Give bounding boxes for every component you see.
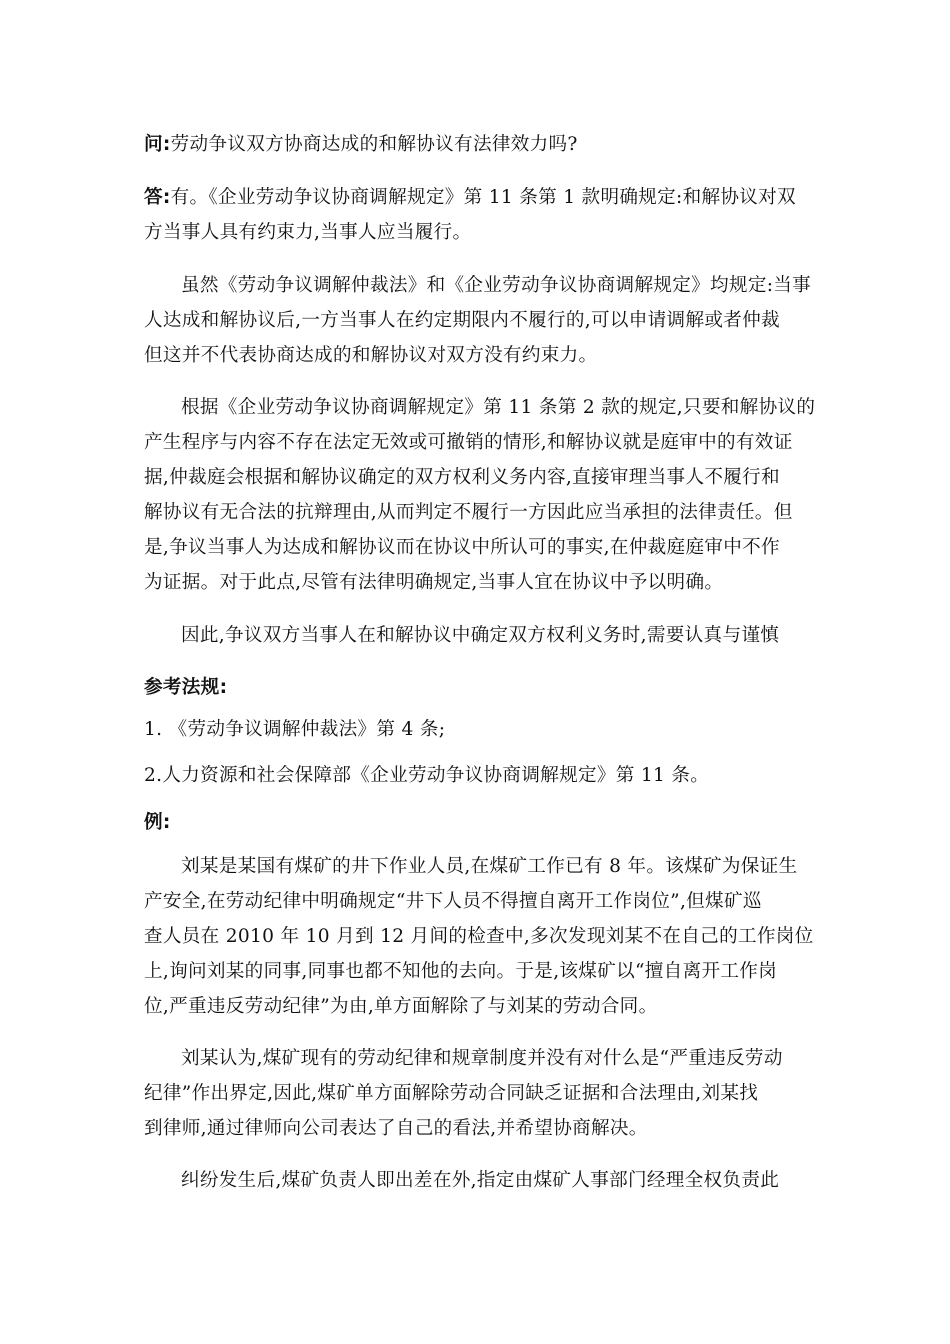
example-para3-line: 纠纷发生后,煤矿负责人即出差在外,指定由煤矿人事部门经理全权负责此 [181,1170,780,1191]
answer-line-2: 方当事人具有约束力,当事人应当履行。 [144,222,472,243]
example-para2-line: 纪律”作出界定,因此,煤矿单方面解除劳动合同缺乏证据和合法理由,刘某找 [144,1083,759,1104]
answer-line-1 [144,185,796,211]
example-para1-line: 位,严重违反劳动纪律”为由,单方面解除了与刘某的劳动合同。 [144,996,658,1017]
para2-line: 解协议有无合法的抗辩理由,从而判定不履行一方因此应当承担的法律责任。但 [144,502,793,523]
answer-text-1: 有。《企业劳动争议协商调解规定》第 11 条第 1 款明确规定:和解协议对双 [170,187,796,208]
question-line [144,132,578,158]
example-para1-line: 上,询问刘某的同事,同事也都不知他的去向。于是,该煤矿以“擅自离开工作岗 [144,961,778,982]
example-heading: 例: [144,812,171,833]
para1-line: 虽然《劳动争议调解仲裁法》和《企业劳动争议协商调解规定》均规定:当事 [181,275,812,296]
example-para2-line: 到律师,通过律师向公司表达了自己的看法,并希望协商解决。 [144,1118,648,1139]
para2-line: 产生程序与内容不存在法定无效或可撤销的情形,和解协议就是庭审中的有效证 [144,432,793,453]
example-para1-line: 刘某是某国有煤矿的井下作业人员,在煤矿工作已有 8 年。该煤矿为保证生 [181,856,798,877]
example-para1-line: 查人员在 2010 年 10 月到 12 月间的检查中,多次发现刘某不在自己的工作岗位 [144,926,814,947]
answer-label: 答: [144,187,171,208]
example-para1-line: 产安全,在劳动纪律中明确规定“井下人员不得擅自离开工作岗位”,但煤矿巡 [144,891,762,912]
reference-item: 2.人力资源和社会保障部《企业劳动争议协商调解规定》第 11 条。 [144,765,710,786]
para2-line: 据,仲裁庭会根据和解协议确定的双方权利义务内容,直接审理当事人不履行和 [144,467,780,488]
para3-line: 因此,争议双方当事人在和解协议中确定双方权利义务时,需要认真与谨慎 [181,625,780,646]
question-text: 劳动争议双方协商达成的和解协议有法律效力吗? [170,134,578,155]
reference-item: 1. 《劳动争议调解仲裁法》第 4 条; [144,719,446,740]
para1-line: 人达成和解协议后,一方当事人在约定期限内不履行的,可以申请调解或者仲裁 [144,310,780,331]
question-label: 问: [144,134,171,155]
para2-line: 根据《企业劳动争议协商调解规定》第 11 条第 2 款的规定,只要和解协议的 [181,397,816,418]
para2-line: 为证据。对于此点,尽管有法律明确规定,当事人宜在协议中予以明确。 [144,572,724,593]
para1-line: 但这并不代表协商达成的和解协议对双方没有约束力。 [144,345,598,366]
example-para2-line: 刘某认为,煤矿现有的劳动纪律和规章制度并没有对什么是“严重违反劳动 [181,1048,783,1069]
para2-line: 是,争议当事人为达成和解协议而在协议中所认可的事实,在仲裁庭庭审中不作 [144,537,780,558]
references-heading: 参考法规: [144,677,228,698]
